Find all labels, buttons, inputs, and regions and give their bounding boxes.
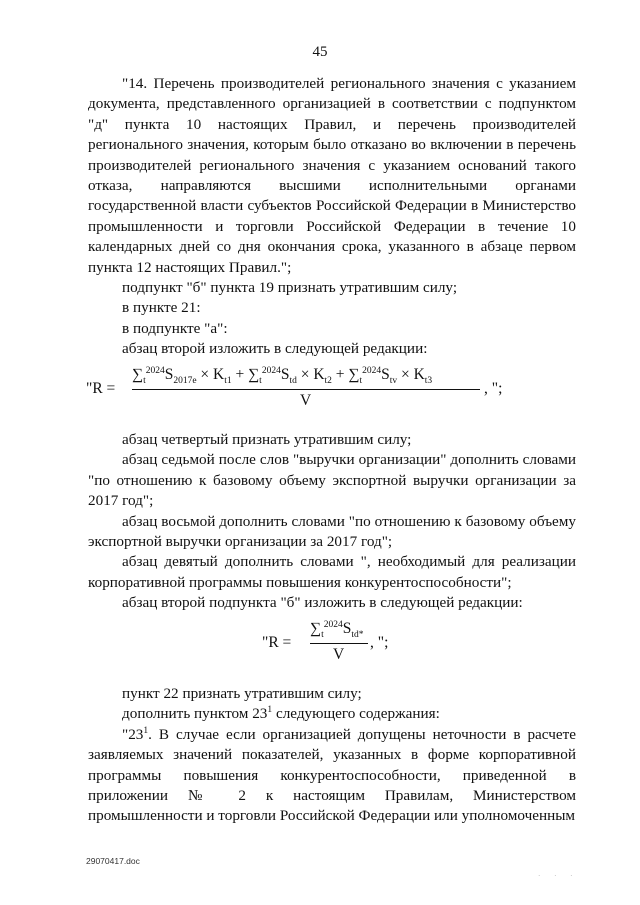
paragraph-p22: пункт 22 признать утратившим силу; xyxy=(122,685,362,702)
scan-artifact: · · · xyxy=(538,872,579,880)
formula1-denominator: V xyxy=(300,392,312,409)
middle-text-block xyxy=(88,430,576,614)
formula-r-alt xyxy=(262,620,412,666)
formula2-numerator: $\sum_t^{2024}S_{td*}$ xyxy=(310,619,364,641)
formula1-tail: , "; xyxy=(484,380,503,397)
document-footer-code: 29070417.doc xyxy=(86,856,140,866)
paragraph-add-23: дополнить пунктом $23^1$ следующего содержания: xyxy=(122,705,440,723)
formula2-denominator: V xyxy=(333,646,345,663)
lower-text-block xyxy=(88,684,576,827)
formula2-lhs: "R = xyxy=(262,634,292,651)
paragraph-abz9: абзац девятый дополнить словами ", необходимый для реализации корпоративной программы повышения конкурентоспособности"; xyxy=(88,553,576,591)
formula1-fraction-bar xyxy=(132,389,480,390)
paragraph-sub-b-19: подпункт "б" пункта 19 признать утратившим силу; xyxy=(122,279,458,297)
upper-text-block xyxy=(88,74,576,360)
paragraph-abz4: абзац четвертый признать утратившим силу; xyxy=(122,431,412,448)
formula2-fraction-bar xyxy=(310,643,368,644)
paragraph-abz2-edit: абзац второй изложить в следующей редакции: xyxy=(122,340,428,358)
paragraph-in-21: в пункте 21: xyxy=(122,299,201,317)
paragraph-in-sub-a: в подпункте "а": xyxy=(122,319,228,337)
paragraph-23-1: "$23^1$. В случае если организацией допущены неточности в расчете заявляемых значений показателей, указанных в форме корпоративной программы повышения конкурентоспособности, приведенной в приложении № 2 к настоящим Правилам, Министерством промышленности и торговли Российской Федерации или уполномоченным xyxy=(88,725,576,825)
formula1-numerator: $\sum_t^{2024}S_{2017e} \times K_{t1} + \sum_t^{2024}S_{td} \times K_{t2} + \sum_t^{2024}S_{tv} \times K_{t3}$ xyxy=(132,365,433,387)
page-number: 45 xyxy=(312,44,328,60)
formula2-tail: , "; xyxy=(370,634,389,651)
formula-r-main xyxy=(86,366,526,412)
paragraph-abz2-b-edit: абзац второй подпункта "б" изложить в следующей редакции: xyxy=(122,594,523,612)
paragraph-abz7: абзац седьмой после слов "выручки организации" дополнить словами "по отношению к базовому объему экспортной выручки организации за 2017 год"; xyxy=(88,451,576,510)
paragraph-14: "14. Перечень производителей регионального значения с указанием документа, представленного организацией в соответствии с подпунктом "д" пункта 10 настоящих Правил, и перечень производителей регионального значения, которым было отказано во включении в перечень производителей регионального значения с указанием оснований такого отказа, направляются высшими исполнительными органами государственной власти субъектов Российской Федерации в Министерство промышленности и торговли Российской Федерации в течение 10 календарных дней со дня окончания срока, указанного в абзаце первом пункта 12 настоящих Правил."; xyxy=(88,75,576,276)
paragraph-abz8: абзац восьмой дополнить словами "по отношению к базовому объему экспортной выручки организации за 2017 год"; xyxy=(88,512,576,551)
formula1-lhs: "R = xyxy=(86,380,116,397)
